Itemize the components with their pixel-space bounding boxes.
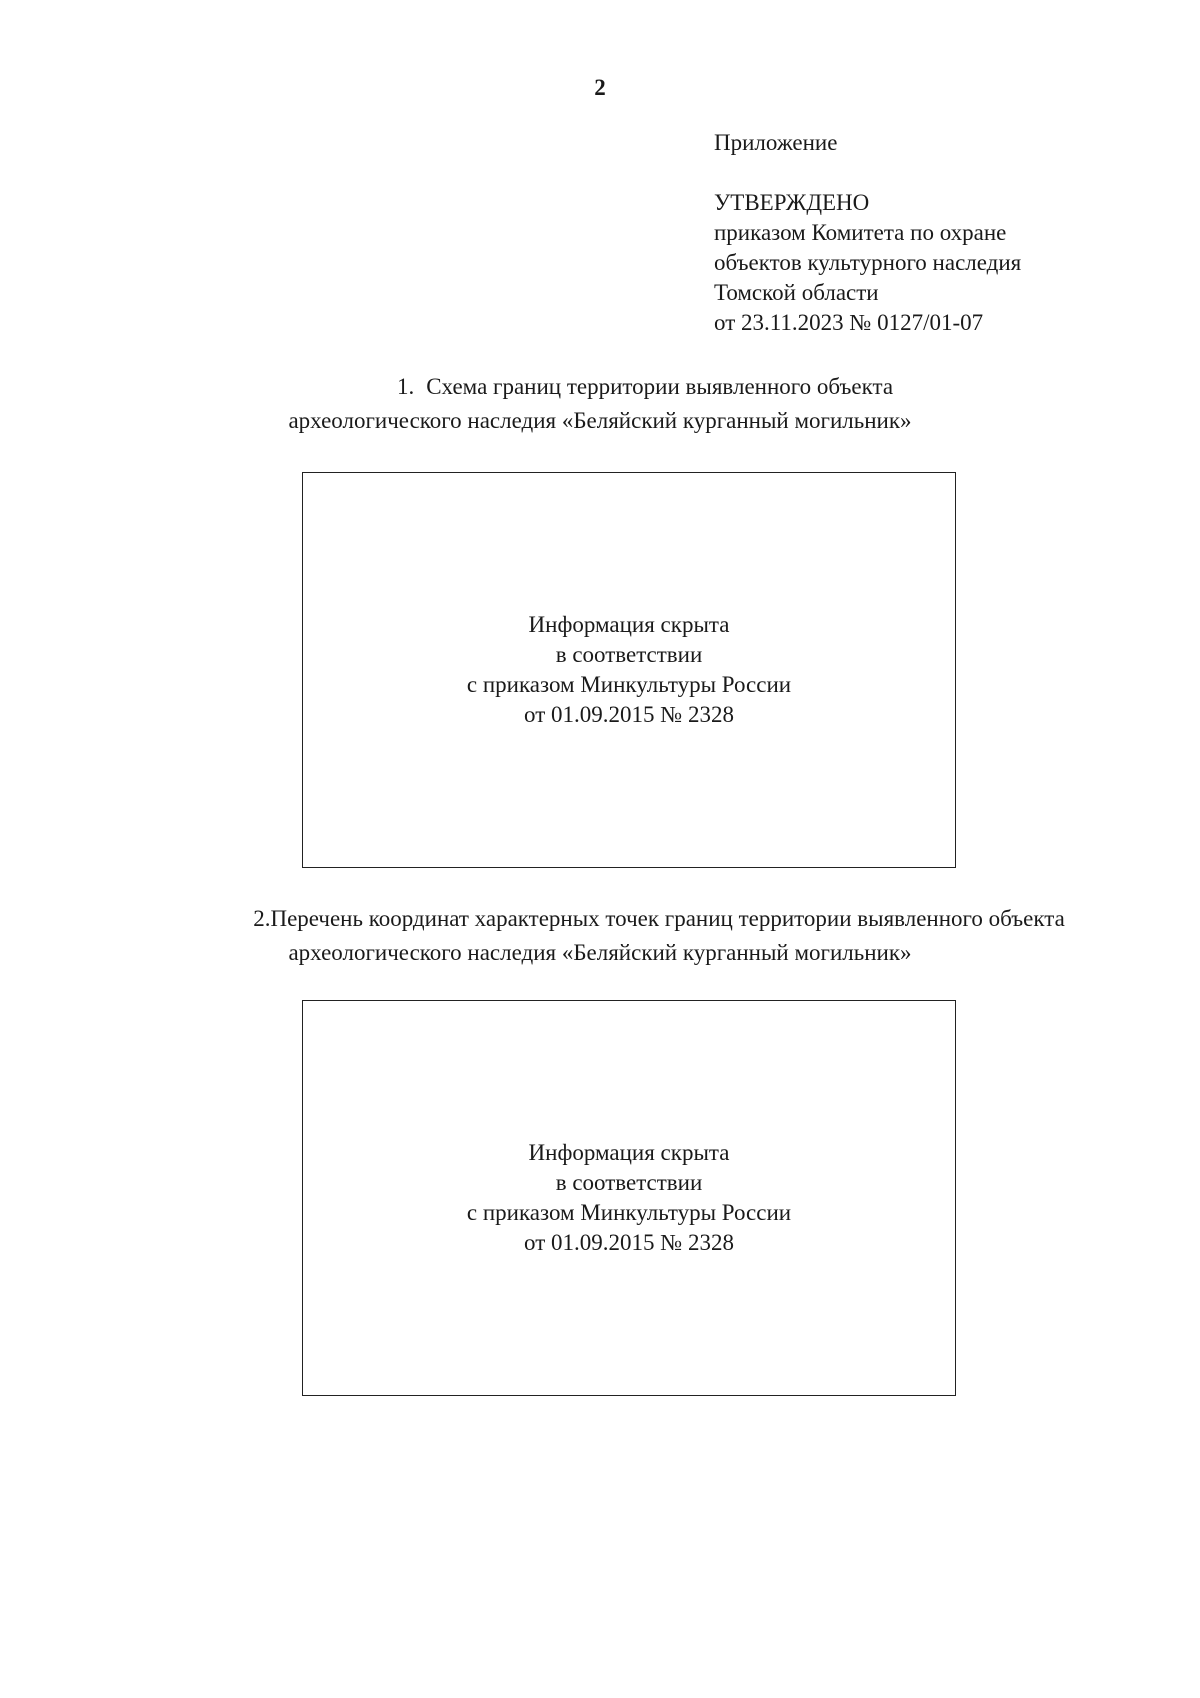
- approval-line-region: Томской области: [714, 280, 879, 305]
- page-number: 2: [594, 75, 606, 100]
- section-1-heading-line-1: [0, 370, 1200, 404]
- approved-label: УТВЕРЖДЕНО: [714, 190, 870, 215]
- approval-stamp-block: [714, 128, 1021, 338]
- hidden-notice-line-2: в соответствии: [555, 642, 703, 667]
- hidden-notice-line-3: с приказом Минкультуры России: [466, 1200, 792, 1225]
- hidden-notice-line-2: в соответствии: [555, 1170, 703, 1195]
- approval-line-order: приказом Комитета по охране: [714, 220, 1007, 245]
- section-1-heading: [0, 370, 1200, 438]
- hidden-notice-line-1: Информация скрыта: [528, 1140, 730, 1165]
- hidden-coordinates-box: [302, 1000, 956, 1396]
- approval-line-date-number: от 23.11.2023 № 0127/01-07: [714, 310, 984, 335]
- section-2-heading: [0, 902, 1200, 970]
- hidden-notice: [467, 1138, 791, 1258]
- hidden-notice-line-3: с приказом Минкультуры России: [466, 672, 792, 697]
- appendix-label: Приложение: [714, 130, 838, 155]
- hidden-notice-line-4: от 01.09.2015 № 2328: [524, 702, 734, 727]
- section-1-heading-line-2: археологического наследия «Беляйский курганный могильник»: [288, 408, 912, 433]
- hidden-notice-line-4: от 01.09.2015 № 2328: [524, 1230, 734, 1255]
- section-2-heading-line-2: археологического наследия «Беляйский курганный могильник»: [288, 940, 912, 965]
- hidden-notice-line-1: Информация скрыта: [528, 612, 730, 637]
- hidden-map-box: [302, 472, 956, 868]
- section-1-title: Схема границ территории выявленного объекта: [426, 374, 894, 399]
- section-1-number: 1.: [396, 374, 415, 399]
- hidden-notice: [467, 610, 791, 730]
- section-2-heading-line-1: 2.Перечень координат характерных точек границ территории выявленного объекта: [253, 906, 1065, 931]
- approval-line-committee: объектов культурного наследия: [714, 250, 1022, 275]
